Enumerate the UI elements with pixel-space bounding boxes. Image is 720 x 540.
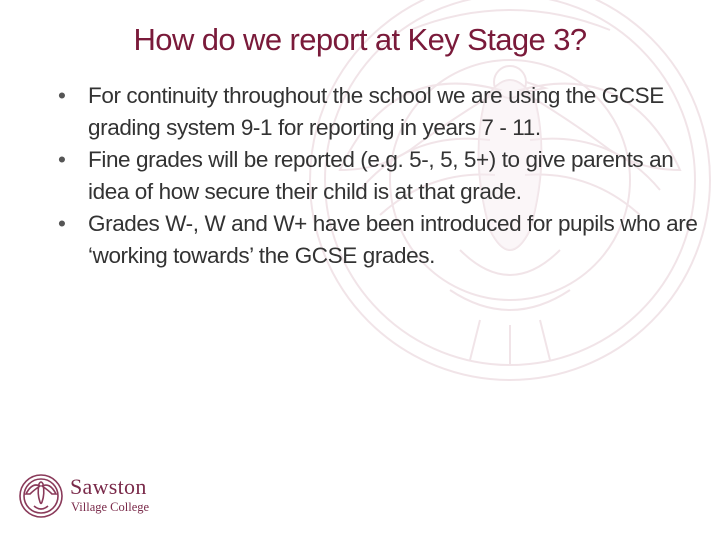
logo-subtitle: Village College: [71, 500, 150, 514]
list-item: • Fine grades will be reported (e.g. 5-, 5, 5+) to give parents an idea of how secure their child is at that grade.: [58, 144, 708, 208]
list-item: • For continuity throughout the school we are using the GCSE grading system 9-1 for reporting in years 7 - 11.: [58, 80, 708, 144]
logo-name: Sawston: [70, 474, 147, 499]
school-logo: [18, 468, 178, 528]
bullet-list: [58, 80, 708, 272]
crest-icon: [18, 468, 64, 524]
page-title: How do we report at Key Stage 3?: [133, 22, 587, 57]
list-item: • Grades W-, W and W+ have been introduced for pupils who are ‘working towards’ the GCSE grades.: [58, 208, 708, 272]
